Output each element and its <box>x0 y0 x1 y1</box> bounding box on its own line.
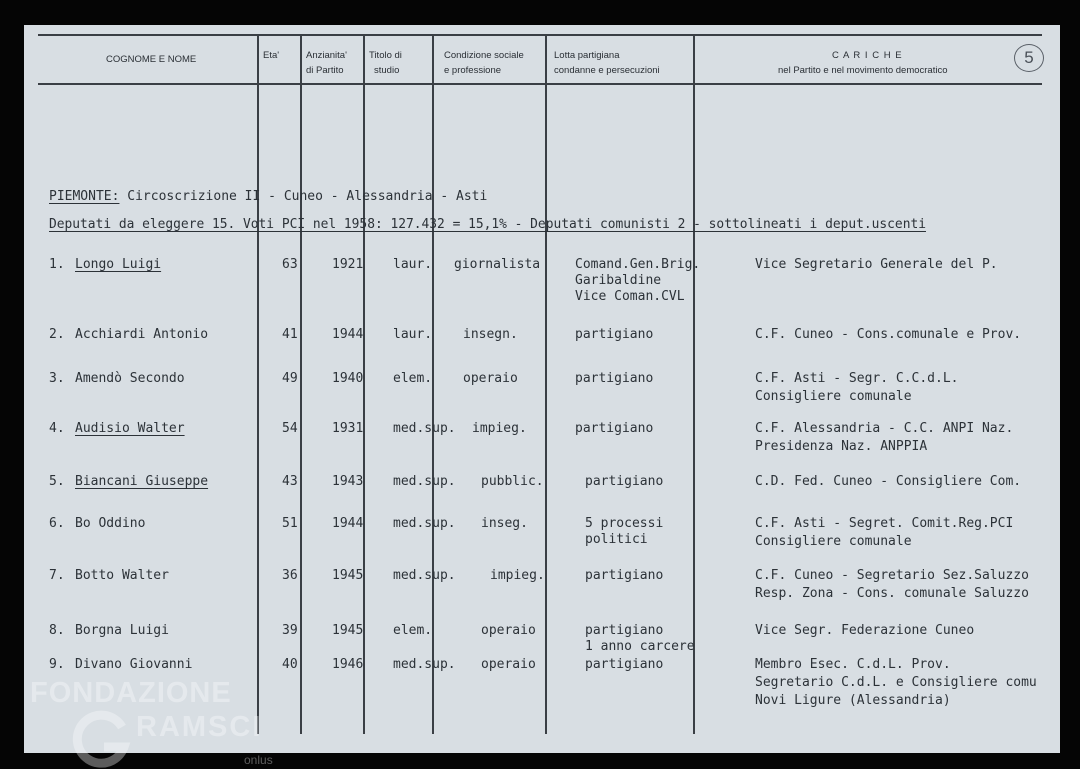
deputy-age: 41 <box>282 327 298 342</box>
party-year: 1940 <box>332 371 364 386</box>
row-number: 3. <box>49 371 65 386</box>
section-summary: Deputati da eleggere 15. Voti PCI nel 1958: 127.432 = 15,1% - Deputati comunisti 2 - sottolineati i deput.uscenti <box>49 217 926 232</box>
party-year: 1943 <box>332 474 364 489</box>
deputy-age: 40 <box>282 657 298 672</box>
header-cariche-1: C A R I C H E <box>832 50 903 61</box>
party-role: Resp. Zona - Cons. comunale Saluzzo <box>755 586 1029 601</box>
row-number: 6. <box>49 516 65 531</box>
deputy-age: 39 <box>282 623 298 638</box>
profession: inseg. <box>481 516 528 531</box>
header-cariche-2: nel Partito e nel movimento democratico <box>778 65 948 76</box>
page-number: 5 <box>1014 44 1044 72</box>
row-number: 7. <box>49 568 65 583</box>
party-role: Consigliere comunale <box>755 534 912 549</box>
study-title: med.sup. <box>393 657 456 672</box>
gramsci-logo-icon <box>70 707 132 769</box>
study-title: elem. <box>393 371 433 386</box>
partisan-record: partigiano <box>585 474 664 489</box>
study-title: laur. <box>393 257 433 272</box>
header-condizione-2: e professione <box>444 65 502 76</box>
watermark-text: RAMSCI <box>136 711 263 743</box>
header-lotta-2: condanne e persecuzioni <box>554 65 660 76</box>
study-title: med.sup. <box>393 474 456 489</box>
party-year: 1946 <box>332 657 364 672</box>
row-number: 8. <box>49 623 65 638</box>
header-titolo-2: studio <box>374 65 400 76</box>
party-role: Presidenza Naz. ANPPIA <box>755 439 928 454</box>
party-role: C.F. Cuneo - Cons.comunale e Prov. <box>755 327 1022 342</box>
header-anzianita-2: di Partito <box>306 65 344 76</box>
partisan-record: Comand.Gen.Brig. <box>575 257 701 272</box>
deputy-name: Botto Walter <box>75 568 169 583</box>
partisan-record: partigiano <box>585 623 664 638</box>
watermark-text: onlus <box>244 753 273 767</box>
row-number: 9. <box>49 657 65 672</box>
party-role: C.F. Alessandria - C.C. ANPI Naz. <box>755 421 1014 436</box>
party-role: C.F. Asti - Segr. C.C.d.L. <box>755 371 959 386</box>
deputy-age: 36 <box>282 568 298 583</box>
party-role: C.F. Cuneo - Segretario Sez.Saluzzo <box>755 568 1029 583</box>
column-divider <box>693 34 695 734</box>
partisan-record: politici <box>585 532 648 547</box>
watermark-text: FONDAZIONE <box>30 677 232 709</box>
study-title: med.sup. <box>393 421 456 436</box>
region-name: PIEMONTE: <box>49 189 120 204</box>
row-number: 2. <box>49 327 65 342</box>
header-titolo-1: Titolo di <box>369 50 402 61</box>
deputy-age: 63 <box>282 257 298 272</box>
profession: operaio <box>481 657 536 672</box>
top-rule <box>38 34 1042 36</box>
header-name: COGNOME E NOME <box>106 54 197 65</box>
partisan-record: partigiano <box>575 327 654 342</box>
column-divider <box>432 34 434 734</box>
party-role: C.F. Asti - Segret. Comit.Reg.PCI <box>755 516 1014 531</box>
row-number: 1. <box>49 257 65 272</box>
row-number: 5. <box>49 474 65 489</box>
partisan-record: partigiano <box>575 421 654 436</box>
party-role: Consigliere comunale <box>755 389 912 404</box>
deputy-name: Borgna Luigi <box>75 623 169 638</box>
deputy-age: 49 <box>282 371 298 386</box>
header-rule <box>38 83 1042 85</box>
deputy-age: 54 <box>282 421 298 436</box>
party-role: Vice Segr. Federazione Cuneo <box>755 623 975 638</box>
partisan-record: 1 anno carcere <box>585 639 695 654</box>
row-number: 4. <box>49 421 65 436</box>
deputy-name: Bo Oddino <box>75 516 146 531</box>
partisan-record: partigiano <box>585 657 664 672</box>
study-title: elem. <box>393 623 433 638</box>
deputy-age: 43 <box>282 474 298 489</box>
party-role: Segretario C.d.L. e Consigliere comu <box>755 675 1037 690</box>
party-year: 1945 <box>332 623 364 638</box>
column-divider <box>257 34 259 734</box>
header-eta: Eta' <box>263 50 280 61</box>
header-anzianita-1: Anzianita' <box>306 50 347 61</box>
deputy-name: Longo Luigi <box>75 257 162 272</box>
party-year: 1921 <box>332 257 364 272</box>
profession: impieg. <box>472 421 527 436</box>
header-lotta-1: Lotta partigiana <box>554 50 620 61</box>
profession: impieg. <box>490 568 545 583</box>
partisan-record: 5 processi <box>585 516 664 531</box>
deputy-name: Acchiardi Antonio <box>75 327 209 342</box>
party-year: 1944 <box>332 327 364 342</box>
party-year: 1944 <box>332 516 364 531</box>
study-title: laur. <box>393 327 433 342</box>
profession: operaio <box>463 371 518 386</box>
deputy-name: Amendò Secondo <box>75 371 185 386</box>
deputy-name: Biancani Giuseppe <box>75 474 209 489</box>
partisan-record: Garibaldine <box>575 273 662 288</box>
study-title: med.sup. <box>393 568 456 583</box>
party-year: 1945 <box>332 568 364 583</box>
profession: insegn. <box>463 327 518 342</box>
partisan-record: Vice Coman.CVL <box>575 289 685 304</box>
study-title: med.sup. <box>393 516 456 531</box>
deputy-name: Audisio Walter <box>75 421 185 436</box>
party-role: Novi Ligure (Alessandria) <box>755 693 951 708</box>
party-role: C.D. Fed. Cuneo - Consigliere Com. <box>755 474 1022 489</box>
document-sheet <box>24 25 1060 767</box>
column-divider <box>300 34 302 734</box>
circoscrizione: Circoscrizione II - Cuneo - Alessandria - Asti <box>119 189 488 204</box>
section-heading <box>49 188 487 205</box>
column-divider <box>545 34 547 734</box>
profession: pubblic. <box>481 474 544 489</box>
profession: giornalista <box>454 257 541 272</box>
deputy-name: Divano Giovanni <box>75 657 193 672</box>
partisan-record: partigiano <box>575 371 654 386</box>
party-role: Membro Esec. C.d.L. Prov. <box>755 657 951 672</box>
party-year: 1931 <box>332 421 364 436</box>
partisan-record: partigiano <box>585 568 664 583</box>
header-condizione-1: Condizione sociale <box>444 50 524 61</box>
deputy-age: 51 <box>282 516 298 531</box>
party-role: Vice Segretario Generale del P. <box>755 257 998 272</box>
profession: operaio <box>481 623 536 638</box>
